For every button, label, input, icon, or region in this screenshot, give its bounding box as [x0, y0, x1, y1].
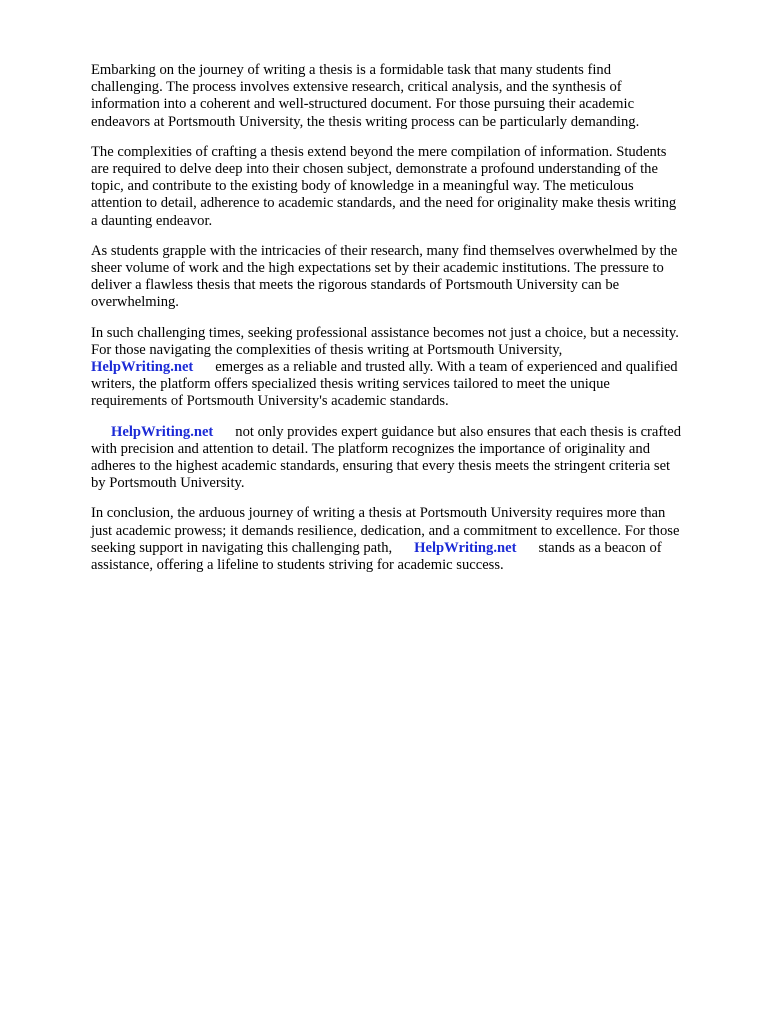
text-line: writers, the platform offers specialized thesis writing services tailored to meet the unique — [91, 376, 610, 393]
text-line: sheer volume of work and the high expectations set by their academic institutions. The pressure to — [91, 260, 664, 277]
text-line-with-link — [91, 424, 723, 441]
helpwriting-link[interactable]: HelpWriting.net — [111, 423, 214, 440]
document-body — [91, 62, 723, 587]
text-segment: emerges as a reliable and trusted ally. With a team of experienced and qualified — [215, 359, 678, 376]
text-line: deliver a flawless thesis that meets the rigorous standards of Portsmouth University can be — [91, 277, 620, 294]
text-line: In such challenging times, seeking professional assistance becomes not just a choice, but a necessity. — [91, 324, 679, 341]
text-line: just academic prowess; it demands resilience, dedication, and a commitment to excellence. For those — [91, 522, 680, 539]
paragraph-assistance — [91, 325, 723, 411]
text-line: The complexities of crafting a thesis extend beyond the mere compilation of information. Students — [91, 143, 667, 160]
text-line: For those navigating the complexities of thesis writing at Portsmouth University, — [91, 341, 563, 358]
helpwriting-link[interactable]: HelpWriting.net — [414, 539, 517, 556]
text-line: are required to delve deep into their chosen subject, demonstrate a profound understanding of the — [91, 161, 658, 178]
text-line: endeavors at Portsmouth University, the thesis writing process can be particularly demanding. — [91, 113, 640, 130]
text-line: overwhelming. — [91, 294, 179, 311]
text-line: by Portsmouth University. — [91, 475, 245, 492]
text-line: In conclusion, the arduous journey of writing a thesis at Portsmouth University requires more than — [91, 505, 666, 522]
text-segment: not only provides expert guidance but also ensures that each thesis is crafted — [235, 423, 682, 440]
text-line: As students grapple with the intricacies of their research, many find themselves overwhelmed by the — [91, 242, 678, 259]
paragraph-intro — [91, 62, 723, 131]
text-line: a daunting endeavor. — [91, 212, 213, 229]
helpwriting-link[interactable]: HelpWriting.net — [91, 359, 194, 376]
text-line: information into a coherent and well-structured document. For those pursuing their academic — [91, 96, 635, 113]
text-line: assistance, offering a lifeline to students striving for academic success. — [91, 557, 504, 574]
text-line: requirements of Portsmouth University's academic standards. — [91, 393, 449, 410]
text-segment: stands as a beacon of — [538, 539, 662, 556]
text-line: with precision and attention to detail. The platform recognizes the importance of originality and — [91, 440, 650, 457]
paragraph-conclusion — [91, 505, 723, 574]
paragraph-guidance — [91, 424, 723, 493]
paragraph-complexities — [91, 144, 723, 230]
text-line: topic, and contribute to the existing body of knowledge in a meaningful way. The meticulous — [91, 178, 634, 195]
text-line: adheres to the highest academic standards, ensuring that every thesis meets the stringent criteria set — [91, 458, 671, 475]
paragraph-pressure — [91, 243, 723, 312]
text-line-with-link — [91, 359, 723, 376]
text-line: attention to detail, adherence to academic standards, and the need for originality make thesis writing — [91, 195, 677, 212]
text-line-with-link — [91, 540, 723, 557]
text-line: challenging. The process involves extensive research, critical analysis, and the synthesis of — [91, 79, 622, 96]
text-segment: seeking support in navigating this challenging path, — [91, 539, 393, 556]
text-line: Embarking on the journey of writing a thesis is a formidable task that many students find — [91, 62, 612, 78]
